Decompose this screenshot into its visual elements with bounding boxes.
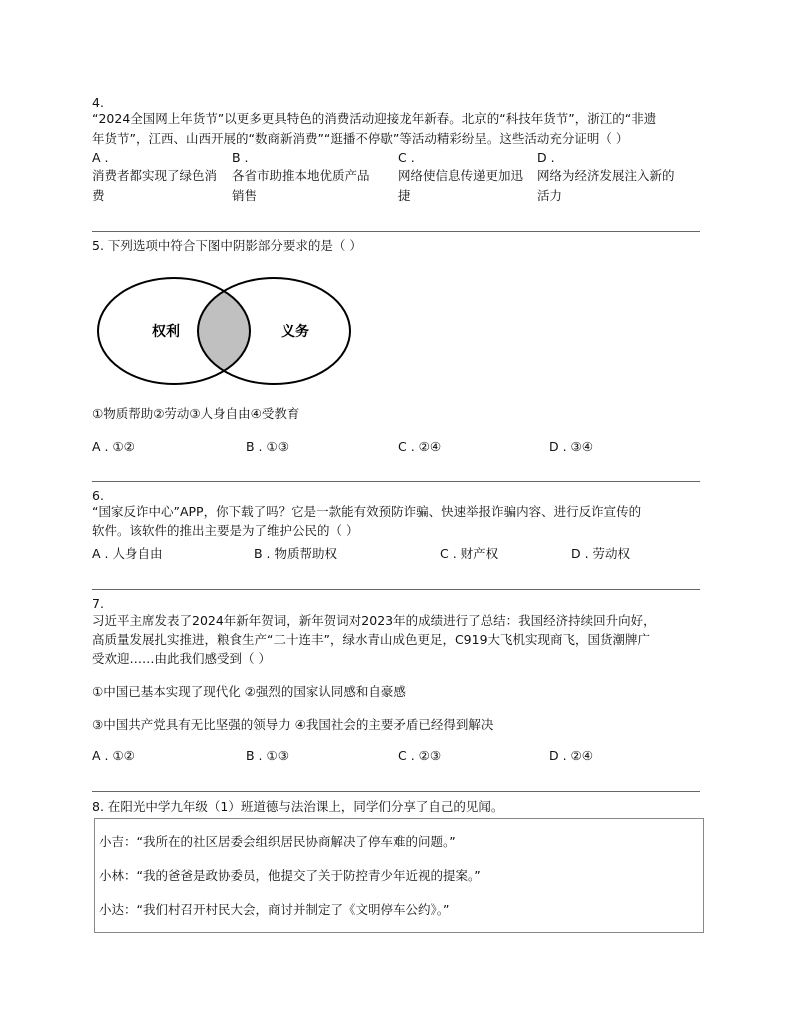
q4-option-c[interactable] xyxy=(398,166,536,206)
q5-items: ①物质帮助②劳动③人身自由④受教育 xyxy=(92,406,300,421)
q4-option-c-line1: 网络使信息传递更加迅 xyxy=(398,168,524,183)
q4-option-d-letter[interactable]: D . xyxy=(537,150,555,165)
q6-answer-d[interactable]: D . 劳动权 xyxy=(571,546,631,561)
q7-stem-line2: 高质量发展扎实推进，粮食生产“二十连丰”，绿水青山成色更足，C919大飞机实现商飞，国货潮牌广 xyxy=(92,632,651,647)
q8-stem: 8. 在阳光中学九年级（1）班道德与法治课上，同学们分享了自己的见闻。 xyxy=(92,799,504,814)
q7-number: 7. xyxy=(92,596,104,611)
q7-stem-line3: 受欢迎……由此我们感受到（ ） xyxy=(92,651,271,666)
q5-answer-a[interactable]: A . ①② xyxy=(92,439,135,454)
q4-option-a[interactable] xyxy=(92,166,230,206)
q5-answer-d[interactable]: D . ③④ xyxy=(549,439,593,454)
q4-option-d[interactable] xyxy=(537,166,675,206)
q7-items-line1: ①中国已基本实现了现代化 ②强烈的国家认同感和自豪感 xyxy=(92,684,406,699)
q4-option-d-line2: 活力 xyxy=(537,188,563,203)
q4-option-b[interactable] xyxy=(232,166,370,206)
q5-answer-b[interactable]: B . ①③ xyxy=(246,439,289,454)
q5-answer-c[interactable]: C . ②④ xyxy=(398,439,442,454)
q4-option-b-line1: 各省市助推本地优质产品 xyxy=(232,168,370,183)
divider xyxy=(92,231,700,232)
q7-answer-d[interactable]: D . ②④ xyxy=(549,748,593,763)
q7-answer-c[interactable]: C . ②③ xyxy=(398,748,442,763)
q8-material-box xyxy=(94,818,704,933)
q6-number: 6. xyxy=(92,488,104,503)
q4-option-c-letter[interactable]: C . xyxy=(398,150,415,165)
q5-stem: 5. 下列选项中符合下图中阴影部分要求的是（ ） xyxy=(92,238,362,253)
q6-answer-a[interactable]: A . 人身自由 xyxy=(92,546,163,561)
q4-option-b-line2: 销售 xyxy=(232,188,258,203)
q7-answer-a[interactable]: A . ①② xyxy=(92,748,135,763)
q4-option-a-line1: 消费者都实现了绿色消 xyxy=(92,168,218,183)
q6-stem-line1: “国家反诈中心”APP，你下载了吗？它是一款能有效预防诈骗、快速举报诈骗内容、进行反诈宣传的 xyxy=(92,504,642,519)
divider xyxy=(92,481,700,482)
q6-answer-b[interactable]: B . 物质帮助权 xyxy=(254,546,337,561)
q7-stem-line1: 习近平主席发表了2024年新年贺词，新年贺词对2023年的成绩进行了总结：我国经济持续回升向好， xyxy=(92,613,656,628)
q4-option-b-letter[interactable]: B . xyxy=(232,150,249,165)
divider xyxy=(92,791,700,792)
q7-answer-b[interactable]: B . ①③ xyxy=(246,748,289,763)
q8-material-line1: 小吉：“我所在的社区居委会组织居民协商解决了停车难的问题。” xyxy=(99,834,456,849)
venn-right-label: 义务 xyxy=(281,324,309,340)
q7-items-line2: ③中国共产党具有无比坚强的领导力 ④我国社会的主要矛盾已经得到解决 xyxy=(92,717,494,732)
q4-option-a-letter[interactable]: A . xyxy=(92,150,109,165)
q8-material-line3: 小达：“我们村召开村民大会，商讨并制定了《文明停车公约》。” xyxy=(99,902,450,917)
venn-left-label: 权利 xyxy=(152,324,180,340)
q4-stem-line2: 年货节”，江西、山西开展的“数商新消费”“逛播不停歇”等活动精彩纷呈。这些活动充分证明（ ） xyxy=(92,131,629,146)
divider xyxy=(92,589,700,590)
q4-option-d-line1: 网络为经济发展注入新的 xyxy=(537,168,675,183)
q6-stem-line2: 软件。该软件的推出主要是为了维护公民的（ ） xyxy=(92,523,359,538)
q8-material-line2: 小林：“我的爸爸是政协委员，他提交了关于防控青少年近视的提案。” xyxy=(99,868,481,883)
q4-option-a-line2: 费 xyxy=(92,188,105,203)
q4-number: 4. xyxy=(92,95,104,110)
q4-stem-line1: “2024全国网上年货节”以更多更具特色的消费活动迎接龙年新春。北京的“科技年货节”，浙江的“非遗 xyxy=(92,111,657,126)
q6-answer-c[interactable]: C . 财产权 xyxy=(440,546,499,561)
venn-diagram xyxy=(92,276,362,386)
q4-option-c-line2: 捷 xyxy=(398,188,411,203)
